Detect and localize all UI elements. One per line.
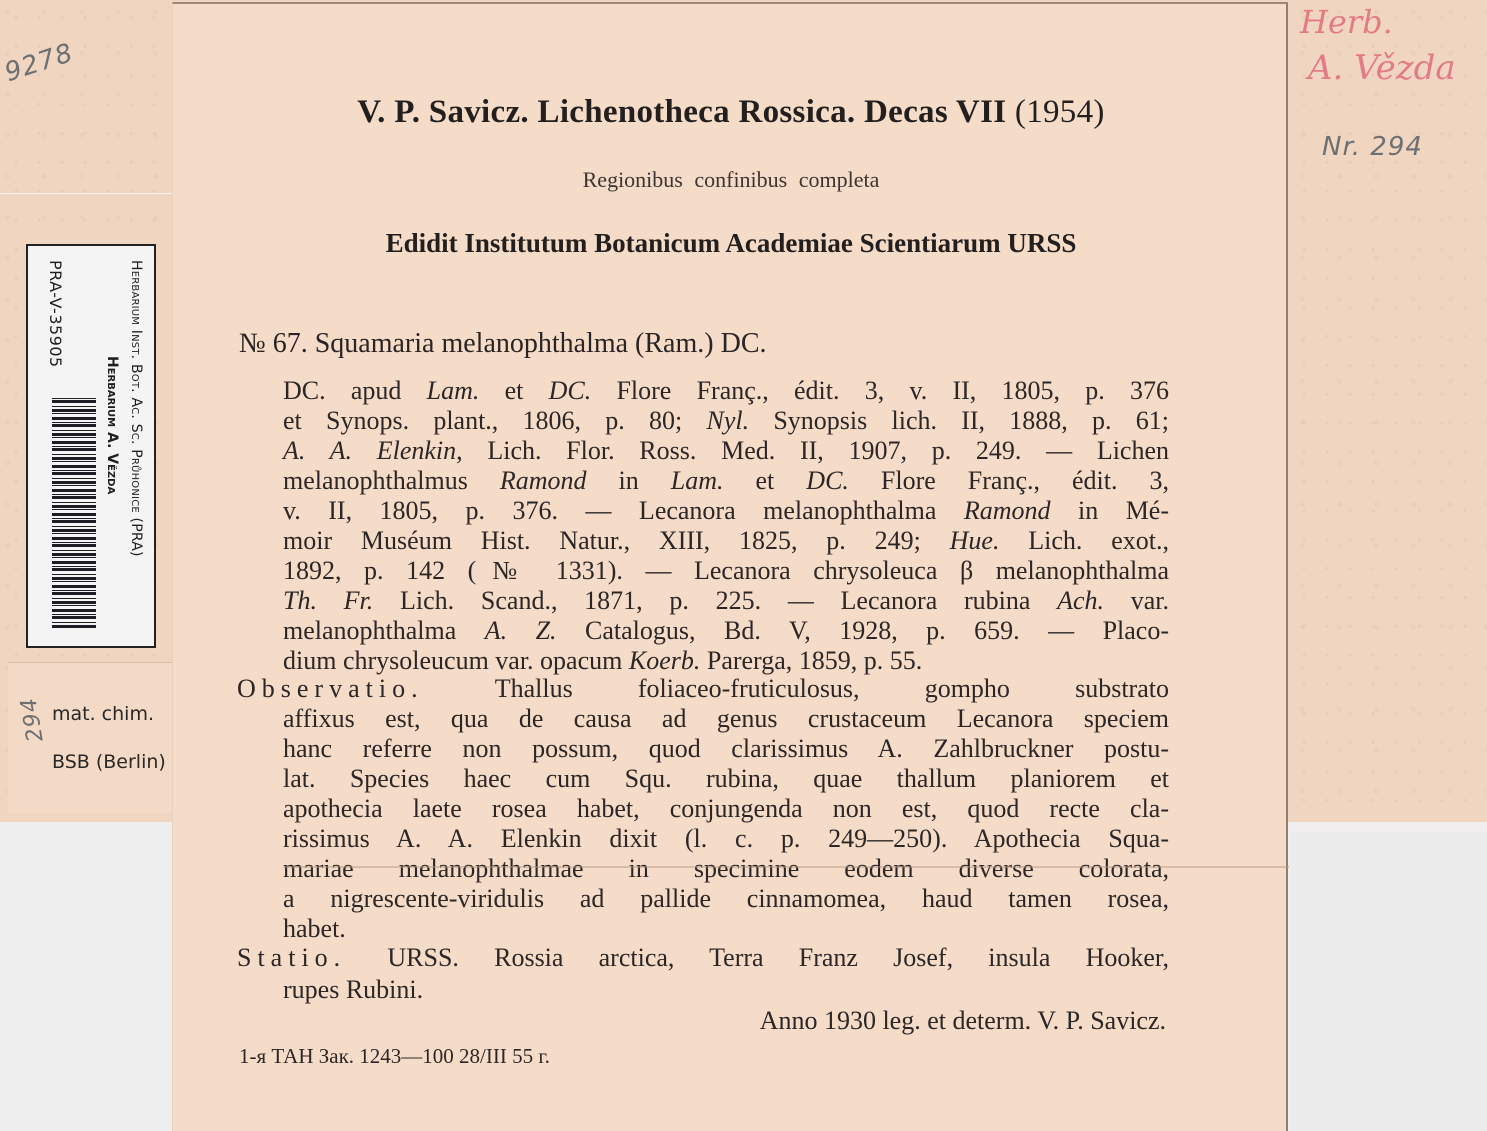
synonymy-line: moir Muséum Hist. Natur., XIII, 1825, p. 249; Hue. Lich. exot., <box>283 526 1169 555</box>
statio-label: Statio. <box>237 943 388 972</box>
barcode-bar <box>52 574 96 575</box>
barcode-bar <box>52 496 96 499</box>
barcode-bar <box>52 437 96 438</box>
barcode-bar <box>52 409 96 412</box>
statio-line: Statio. URSS. Rossia arctica, Terra Franz Josef, insula Hooker, <box>237 943 1170 972</box>
barcode-icon <box>52 398 96 630</box>
label-editor: Edidit Institutum Botanicum Academiae Scientiarum URSS <box>385 228 1077 258</box>
barcode-bar <box>52 454 96 455</box>
pencil-annotation-right: Nr. 294 <box>1322 132 1423 162</box>
observatio-line: mariae melanophthalmae in specimine eodem diverse colorata, <box>283 854 1169 883</box>
observatio-line: affixus est, qua de causa ad genus crustaceum Lecanora speciem <box>283 704 1169 733</box>
barcode-label <box>26 244 156 648</box>
barcode-bar <box>52 542 96 543</box>
barcode-bar <box>52 461 96 462</box>
barcode-bar <box>52 513 96 516</box>
barcode-bar <box>52 557 96 558</box>
observatio-line: habet. <box>283 914 346 943</box>
exsiccata-label <box>172 2 1288 1131</box>
barcode-bar <box>52 494 96 495</box>
printer-note: 1-я ТАН Зак. 1243—100 28/III 55 г. <box>239 1044 550 1068</box>
barcode-bar <box>52 550 96 551</box>
barcode-bar <box>52 601 96 604</box>
barcode-bar <box>52 489 96 492</box>
specimen-code: PRA-V-35905 <box>46 260 65 368</box>
label-title <box>173 94 1289 131</box>
barcode-bar <box>52 520 96 523</box>
barcode-bar <box>52 518 96 519</box>
barcode-bar <box>52 614 96 615</box>
statio-line: rupes Rubini. <box>283 975 424 1004</box>
barcode-bar <box>52 406 96 407</box>
paper-fold <box>283 866 1289 868</box>
background-strip-left <box>0 822 172 1131</box>
label-subtitle: Regionibus confinibus completa <box>582 167 880 192</box>
collection-name: Herbarium A. Vězda <box>104 356 120 495</box>
barcode-bar <box>52 544 96 547</box>
stamp-material: mat. chim. <box>52 703 154 725</box>
observatio-line: Observatio. Thallus foliaceo-fruticulosus, gompho substrato <box>237 674 1169 703</box>
observatio-line: a nigrescente-viridulis ad pallide cinnamomea, haud tamen rosea, <box>283 884 1169 913</box>
barcode-bar <box>52 502 96 503</box>
barcode-bar <box>52 577 96 580</box>
barcode-bar <box>52 553 96 556</box>
synonymy-line: et Synops. plant., 1806, p. 80; Nyl. Synopsis lich. II, 1888, p. 61; <box>283 406 1169 435</box>
barcode-bar <box>52 625 96 628</box>
barcode-bar <box>52 561 96 564</box>
entry-heading: № 67. Squamaria melanophthalma (Ram.) DC. <box>239 328 767 359</box>
barcode-bar <box>52 529 96 532</box>
barcode-bar <box>52 398 96 399</box>
stamp-institution: BSB (Berlin) <box>52 751 166 773</box>
barcode-bar <box>52 430 96 431</box>
barcode-bar <box>52 609 96 612</box>
barcode-bar <box>52 441 96 444</box>
barcode-bar <box>52 581 96 582</box>
observatio-block <box>237 674 1169 944</box>
synonymy-line: v. II, 1805, p. 376. — Lecanora melanophthalma Ramond in Mé- <box>283 496 1170 525</box>
observatio-line: lat. Species haec cum Squ. rubina, quae thallum planiorem et <box>283 764 1169 793</box>
pencil-annotation-side: 294 <box>16 695 49 744</box>
collector-line: Anno 1930 leg. et determ. V. P. Savicz. <box>759 1006 1166 1035</box>
red-annotation-vezda: A. Vězda <box>1308 48 1456 88</box>
barcode-bar <box>52 605 96 606</box>
barcode-bar <box>52 446 96 447</box>
barcode-bar <box>52 585 96 588</box>
barcode-bar <box>52 433 96 436</box>
barcode-bar <box>52 457 96 460</box>
barcode-bar <box>52 481 96 484</box>
sheet-crease <box>0 193 172 194</box>
barcode-bar <box>52 505 96 508</box>
title-year: (1954) <box>1014 94 1105 130</box>
barcode-bar <box>52 465 96 468</box>
barcode-bar <box>52 568 96 571</box>
title-text: V. P. Savicz. Lichenotheca Rossica. Decas VII <box>357 94 1007 130</box>
barcode-bar <box>52 616 96 619</box>
barcode-bar <box>52 526 96 527</box>
barcode-bar <box>52 533 96 534</box>
synonymy-line: melanophthalma A. Z. Catalogus, Bd. V, 1928, p. 659. — Placo- <box>283 616 1169 645</box>
synonymy-block <box>283 376 1169 676</box>
barcode-bar <box>52 485 96 486</box>
barcode-bar <box>52 537 96 540</box>
observatio-line: rissimus A. A. Elenkin dixit (l. c. p. 249—250). Apothecia Squa- <box>283 824 1169 853</box>
synonymy-line: dium chrysoleucum var. opacum Koerb. Parerga, 1859, p. 55. <box>283 646 923 675</box>
synonymy-line: Th. Fr. Lich. Scand., 1871, p. 225. — Lecanora rubina Ach. var. <box>283 586 1170 615</box>
barcode-bar <box>52 478 96 479</box>
barcode-bar <box>52 509 96 510</box>
barcode-bar <box>52 448 96 451</box>
barcode-bar <box>52 472 96 475</box>
barcode-bar <box>52 424 96 427</box>
barcode-bar <box>52 590 96 591</box>
pencil-annotation-number: 9278 <box>1 37 78 89</box>
barcode-bar <box>52 470 96 471</box>
institution-name: Herbarium Inst. Bot. Ac. Sc. Průhonice (PRA) <box>128 260 144 557</box>
background-strip-right <box>1290 832 1487 1131</box>
barcode-bar <box>52 598 96 599</box>
barcode-bar <box>52 400 96 403</box>
statio-block <box>237 942 1169 1006</box>
barcode-bar <box>52 622 96 623</box>
observatio-line: apothecia laete rosea habet, conjungenda non est, quod recte cla- <box>283 794 1169 823</box>
observatio-line: hanc referre non possum, quod clarissimus A. Zahlbruckner postu- <box>283 734 1169 763</box>
synonymy-line: DC. apud Lam. et DC. Flore Franç., édit. 3, v. II, 1805, p. 376 <box>283 376 1169 405</box>
barcode-bar <box>52 422 96 423</box>
barcode-bar <box>52 566 96 567</box>
synonymy-line: 1892, p. 142 (№ 1331). — Lecanora chrysoleuca β melanophthalma <box>283 556 1169 585</box>
barcode-bar <box>52 413 96 414</box>
red-annotation-herb: Herb. <box>1300 3 1393 41</box>
synonymy-line: A. A. Elenkin, Lich. Flor. Ross. Med. II, 1907, p. 249. — Lichen <box>283 436 1169 465</box>
barcode-bar <box>52 417 96 420</box>
synonymy-line: melanophthalmus Ramond in Lam. et DC. Flore Franç., édit. 3, <box>283 466 1169 495</box>
observatio-label: Observatio. <box>237 674 495 703</box>
barcode-bar <box>52 592 96 595</box>
stamp-card <box>8 662 172 813</box>
